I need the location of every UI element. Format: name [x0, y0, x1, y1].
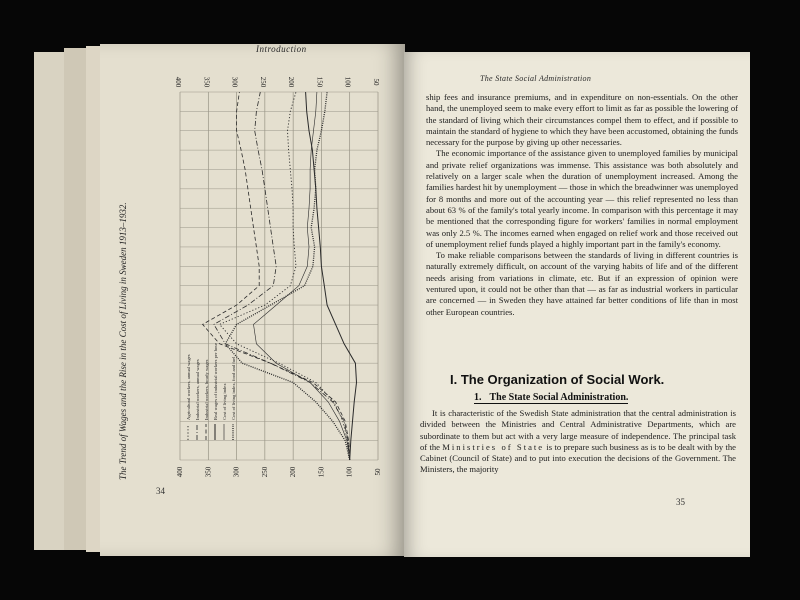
legend-label: Cost of living index: [222, 383, 227, 420]
wage-trend-chart: [108, 60, 398, 480]
text-run: It is characteristic of the Swedish State administration that the central administration is divided between the Ministries and Central Administrative Departments, which are subordinate to them but act with a very large measure of independence. The principal task of the: [420, 408, 736, 452]
tick-label: 400: [174, 76, 182, 88]
tick-label: 100: [345, 466, 354, 478]
tick-label: 150: [315, 76, 324, 88]
legend-label: Real wages of industrial workers per hour: [213, 342, 218, 420]
tick-label: 50: [372, 78, 380, 86]
paragraph: The economic importance of the assistance given to unemployed families by municipal and private relief organizations was immense. This assistance was both absolutely and relatively on a larger scale when the duration of unemployment increased. Among the families hardest hit by unemployment — those in which the breadwinner was unemployed for 8 months and more out of the accounting year — this relief represented no less than about 63 % of the family's total yearly income. In comparison with this percentage it may be mentioned that the corresponding figure for workers' families in normal employment was only 2.5 %. The incomes earned when engaged on relief work and those received out of unemployment relief funds played a highly important part in the family's economy.: [426, 148, 738, 249]
body-text-top: [426, 92, 738, 318]
running-head-left: Introduction: [256, 44, 307, 54]
legend-label: Cost of living index, food and fuel: [231, 356, 236, 420]
tick-label: 400: [176, 466, 184, 478]
series-line: [306, 92, 357, 460]
tick-label: 250: [258, 76, 267, 88]
series-line: [254, 92, 350, 460]
page-number-left: 34: [156, 486, 165, 496]
text-run: is to prepare such business as is to be dealt with by the Cabinet (Council of State) and to put into execution the decisions of the Government. The Ministers, the majority: [420, 441, 736, 475]
chart-title: The Trend of Wages and the Rise in the Cost of Living in Sweden 1913–1932.: [118, 202, 128, 480]
tick-label: 150: [317, 466, 326, 478]
paragraph: ship fees and insurance premiums, and in expenditure on non-essentials. On the other hand, the unemployed seem to make every effort to limit as far as possible the lowering of the standard of living which their circumstances compel them to effect, and if possible to maintain the standard of hygiene to which they have been accustomed, obtaining the funds necessary for the purpose by giving up other necessaries.: [426, 92, 738, 148]
tick-label: 350: [204, 466, 213, 478]
legend-label: Industrial workers, hourly wages: [204, 359, 209, 420]
subsection-heading: [474, 392, 628, 404]
tick-label: 350: [202, 76, 211, 88]
spaced-term: Ministries of State: [442, 441, 545, 452]
tick-label: 250: [260, 466, 269, 478]
series-line: [225, 92, 349, 460]
page-number-right: 35: [676, 497, 685, 507]
legend-label: Agricultural workers, annual wages: [186, 354, 191, 420]
tick-label: 50: [374, 468, 382, 476]
section-heading: I. The Organization of Social Work.: [450, 372, 665, 387]
paragraph: [420, 408, 736, 476]
subsection-number: 1.: [474, 392, 482, 403]
tick-label: 200: [287, 76, 296, 88]
tick-label: 200: [289, 466, 298, 478]
paragraph: To make reliable comparisons between the standards of living in different countries is naturally extremely difficult, on account of the varying habits of life and of the different needs arising from variations in climate, etc. But if an expression of opinion were ventured upon, it could not be other than that — as far as industrial workers in particular are concerned — in Sweden they have attained far better conditions of life than in most other European countries.: [426, 250, 738, 317]
tick-label: 300: [230, 76, 239, 88]
body-text-section: [420, 408, 736, 476]
running-head-right: The State Social Administration: [480, 74, 592, 83]
tick-label: 100: [343, 76, 352, 88]
legend-label: Industrial workers, annual wages: [195, 359, 200, 420]
subsection-title: The State Social Administration.: [489, 392, 629, 403]
tick-label: 300: [232, 466, 241, 478]
